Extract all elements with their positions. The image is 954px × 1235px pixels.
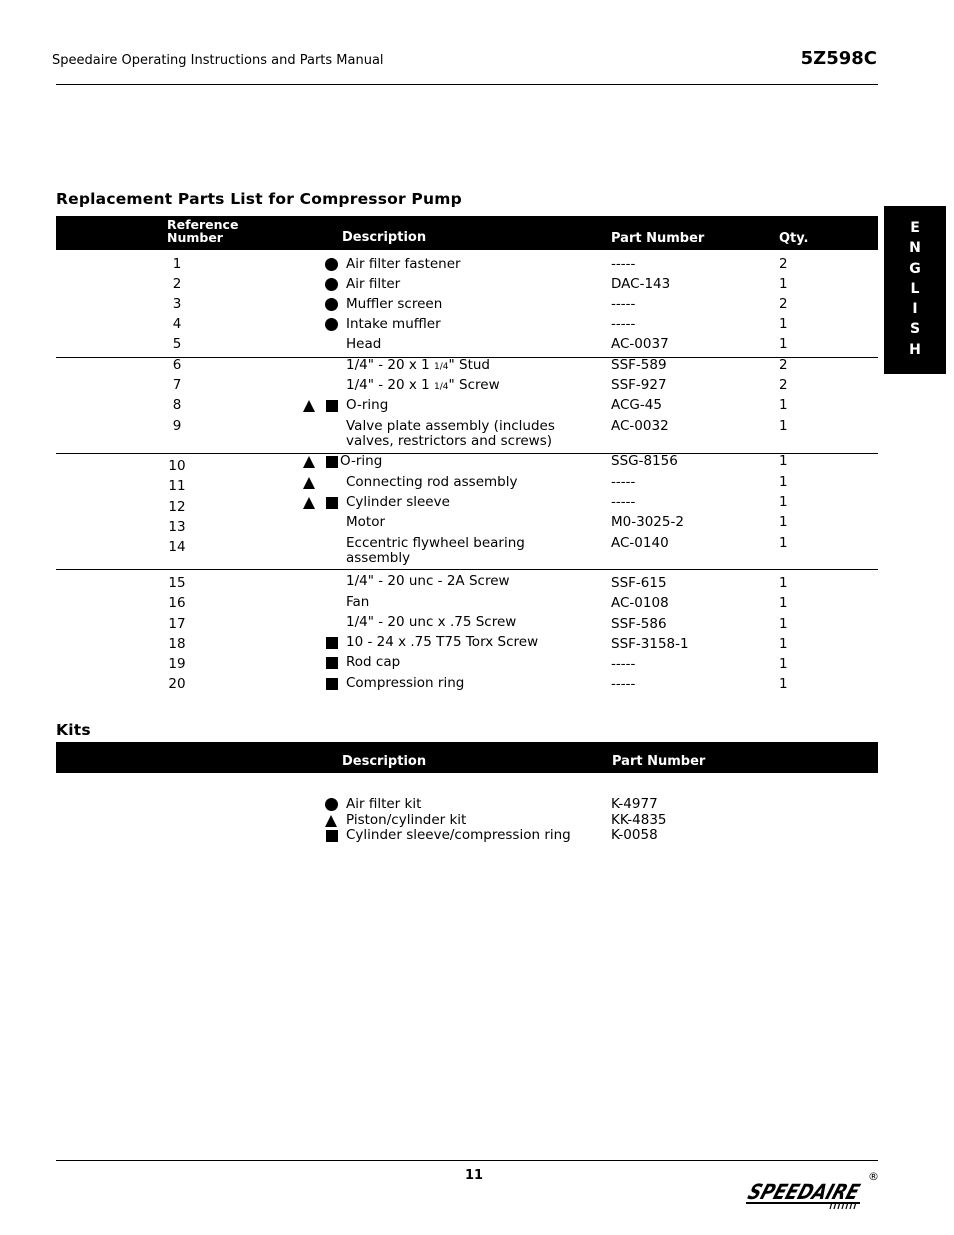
kits-section-title: Kits	[56, 721, 91, 739]
tab-letter: S	[909, 321, 921, 338]
row-ref: 1	[172, 256, 182, 272]
square-marker-icon	[326, 456, 338, 468]
kit-description: Piston/cylinder kit	[346, 812, 467, 828]
row-qty: 2	[779, 296, 788, 312]
ref-header-line2: Number	[167, 230, 223, 245]
row-qty: 1	[779, 616, 788, 632]
row-part-number: -----	[611, 656, 636, 672]
row-ref: 2	[172, 276, 182, 292]
row-description: Motor	[346, 514, 386, 530]
row-qty: 1	[779, 397, 788, 413]
square-marker-icon	[326, 637, 338, 649]
row-ref: 12	[168, 499, 186, 515]
tab-letter: N	[909, 240, 921, 257]
kit-part-number: K-4977	[611, 796, 658, 812]
row-qty: 1	[779, 474, 788, 490]
row-ref: 3	[172, 296, 182, 312]
row-description: Fan	[346, 594, 370, 610]
page-number: 11	[465, 1168, 484, 1183]
row-part-number: -----	[611, 494, 636, 510]
row-description: Intake muffler	[346, 316, 441, 332]
row-qty: 1	[779, 418, 788, 434]
row-qty: 1	[779, 676, 788, 692]
kits-description-header: Description	[342, 754, 427, 769]
row-description: Rod cap	[346, 654, 401, 670]
kits-table-header	[56, 742, 878, 773]
row-part-number: DAC-143	[611, 276, 671, 292]
row-description: 10 - 24 x .75 T75 Torx Screw	[346, 634, 539, 650]
row-description: Compression ring	[346, 675, 465, 691]
circle-marker-icon	[325, 278, 338, 291]
square-marker-icon	[326, 657, 338, 669]
row-ref: 14	[168, 539, 186, 555]
part-number-header: Part Number	[611, 231, 705, 246]
row-description: Head	[346, 336, 382, 352]
row-qty: 1	[779, 336, 788, 352]
tab-letter: G	[909, 260, 921, 277]
desc-text: 1/4" - 20 x 1	[346, 377, 435, 393]
row-part-number: SSG-8156	[611, 453, 678, 469]
circle-marker-icon	[325, 298, 338, 311]
speedaire-logo-graphic	[740, 1170, 878, 1210]
row-qty: 1	[779, 595, 788, 611]
square-marker-icon	[326, 678, 338, 690]
row-qty: 1	[779, 656, 788, 672]
row-ref: 5	[172, 336, 182, 352]
row-part-number: AC-0108	[611, 595, 669, 611]
desc-fraction: 1/4	[434, 382, 449, 392]
row-description: Muffler screen	[346, 296, 443, 312]
tab-letter: L	[910, 280, 920, 297]
row-description: Valve plate assembly (includes	[346, 418, 555, 434]
group-rule	[56, 453, 878, 454]
row-description: O-ring	[346, 397, 389, 413]
header-rule	[56, 84, 878, 85]
row-part-number: -----	[611, 676, 636, 692]
desc-text: " Screw	[448, 377, 500, 393]
row-qty: 1	[779, 494, 788, 510]
kit-part-number: KK-4835	[611, 812, 667, 828]
row-part-number: SSF-3158-1	[611, 636, 689, 652]
row-description-line2: assembly	[346, 550, 411, 566]
row-part-number: SSF-615	[611, 575, 667, 591]
row-ref: 6	[172, 357, 182, 373]
row-part-number: M0-3025-2	[611, 514, 684, 530]
row-qty: 2	[779, 357, 788, 373]
row-part-number: AC-0037	[611, 336, 669, 352]
row-ref: 15	[168, 575, 186, 591]
brand-wordmark: SPEEDAIRE	[744, 1180, 878, 1205]
description-header: Description	[342, 230, 427, 245]
row-part-number: SSF-586	[611, 616, 667, 632]
kit-part-number: K-0058	[611, 827, 658, 843]
row-part-number: AC-0032	[611, 418, 669, 434]
row-qty: 1	[779, 276, 788, 292]
desc-text: " Stud	[448, 357, 491, 373]
row-part-number: -----	[611, 256, 636, 272]
square-marker-icon	[326, 830, 338, 842]
row-ref: 9	[172, 418, 182, 434]
language-tab	[884, 206, 946, 374]
group-rule	[56, 569, 878, 570]
row-description-line2: valves, restrictors and screws)	[346, 433, 553, 449]
row-part-number: -----	[611, 316, 636, 332]
desc-fraction: 1/4	[434, 362, 449, 372]
row-ref: 13	[168, 519, 186, 535]
row-ref: 10	[168, 458, 186, 474]
kit-description: Air filter kit	[346, 796, 422, 812]
row-part-number: ACG-45	[611, 397, 662, 413]
row-description	[346, 378, 500, 395]
row-qty: 1	[779, 316, 788, 332]
row-qty: 2	[779, 256, 788, 272]
row-part-number: SSF-927	[611, 377, 667, 393]
row-description: Air filter	[346, 276, 401, 292]
row-part-number: AC-0140	[611, 535, 669, 551]
qty-header: Qty.	[779, 231, 809, 246]
row-ref: 11	[168, 478, 186, 494]
row-description: 1/4" - 20 unc x .75 Screw	[346, 614, 517, 630]
row-ref: 17	[168, 616, 186, 632]
row-qty: 1	[779, 514, 788, 530]
triangle-marker-icon	[303, 477, 315, 489]
row-description: O-ring	[340, 453, 383, 469]
row-description: Cylinder sleeve	[346, 494, 450, 510]
row-qty: 1	[779, 636, 788, 652]
row-ref: 7	[172, 377, 182, 393]
row-description: Eccentric flywheel bearing	[346, 535, 525, 551]
row-part-number: SSF-589	[611, 357, 667, 373]
row-qty: 1	[779, 575, 788, 591]
circle-marker-icon	[325, 798, 338, 811]
triangle-marker-icon	[325, 815, 337, 827]
ref-header-line1: Reference	[167, 217, 239, 232]
desc-text: 1/4" - 20 x 1	[346, 357, 435, 373]
row-qty: 2	[779, 377, 788, 393]
row-qty: 1	[779, 535, 788, 551]
triangle-marker-icon	[303, 497, 315, 509]
tab-letter: E	[910, 220, 920, 236]
manual-title: Speedaire Operating Instructions and Parts Manual	[52, 53, 384, 68]
speedaire-logo	[740, 1170, 878, 1210]
square-marker-icon	[326, 400, 338, 412]
tab-letter: H	[909, 341, 921, 358]
parts-section-title: Replacement Parts List for Compressor Pump	[56, 190, 462, 208]
tab-letter: I	[912, 301, 918, 318]
kits-part-number-header: Part Number	[612, 754, 706, 769]
row-part-number: -----	[611, 296, 636, 312]
row-ref: 20	[168, 676, 186, 692]
row-description: Connecting rod assembly	[346, 474, 518, 490]
triangle-marker-icon	[303, 400, 315, 412]
circle-marker-icon	[325, 258, 338, 271]
row-ref: 18	[168, 636, 186, 652]
parts-table-header	[56, 216, 878, 250]
row-ref: 19	[168, 656, 186, 672]
row-description: Air filter fastener	[346, 256, 461, 272]
footer-rule	[56, 1160, 878, 1161]
circle-marker-icon	[325, 318, 338, 331]
row-part-number: -----	[611, 474, 636, 490]
row-ref: 8	[172, 397, 182, 413]
triangle-marker-icon	[303, 456, 315, 468]
row-ref: 4	[172, 316, 182, 332]
row-description	[346, 358, 490, 375]
registered-mark: ®	[868, 1170, 878, 1183]
kit-description: Cylinder sleeve/compression ring	[346, 827, 571, 843]
row-qty: 1	[779, 453, 788, 469]
model-number: 5Z598C	[800, 48, 877, 69]
square-marker-icon	[326, 497, 338, 509]
row-ref: 16	[168, 595, 186, 611]
row-description: 1/4" - 20 unc - 2A Screw	[346, 573, 510, 589]
